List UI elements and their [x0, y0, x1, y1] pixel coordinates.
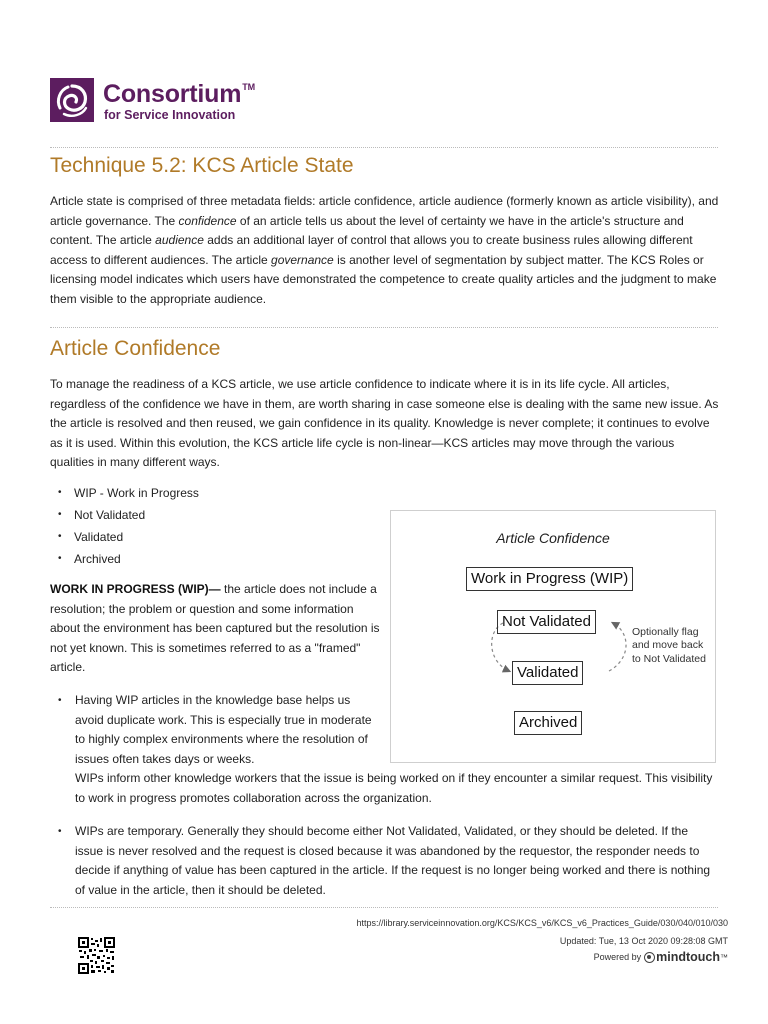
qr-code-icon: [78, 937, 115, 974]
divider: [50, 147, 718, 148]
section-heading: Article Confidence: [50, 337, 221, 360]
footer-powered-by: [594, 950, 728, 964]
state-box-not-validated: Not Validated: [497, 610, 596, 634]
mindtouch-logo[interactable]: mindtouch ™: [644, 950, 728, 964]
article-confidence-figure: [390, 510, 716, 763]
state-box-archived: Archived: [514, 711, 582, 735]
list-item: • Archived: [58, 548, 199, 570]
footer-divider: [50, 907, 718, 908]
intro-paragraph: Article state is comprised of three metadata fields: article confidence, article audience (formerly known as article visibility), and article governance. The confidence of an article tells us about the level of certainty we have in the article's structure and content. The article audience adds an additional layer of control that allows you to create business rules allowing different access to different audiences. The article governance is another level of segmentation by subject matter. The KCS Roles or licensing model indicates which users have demonstrated the competence to create quality articles and the judgment to make them visible to the appropriate audience.: [50, 194, 719, 306]
mindtouch-icon: [644, 952, 655, 963]
list-item: • Validated: [58, 526, 199, 548]
page-title: Technique 5.2: KCS Article State: [50, 154, 354, 177]
bullet-glyph: •: [58, 826, 62, 837]
wip-definition: WORK IN PROGRESS (WIP)— the article does not include a resolution; the problem or question and some information about the environment has been captured but the resolution is not yet known. This is sometimes referred to as a "framed" article.: [50, 582, 380, 674]
figure-title: Article Confidence: [496, 530, 610, 546]
logo-subtitle: for Service Innovation: [104, 108, 236, 122]
state-box-wip: Work in Progress (WIP): [466, 567, 633, 591]
list-item: • WIP - Work in Progress: [58, 482, 199, 504]
footer-updated: Updated: Tue, 13 Oct 2020 09:28:08 GMT: [559, 936, 728, 946]
consortium-logo-icon: [50, 78, 94, 122]
state-box-validated: Validated: [512, 661, 583, 685]
wip-label: WORK IN PROGRESS (WIP): [50, 582, 209, 596]
footer-url[interactable]: https://library.serviceinnovation.org/KCS/KCS_v6/KCS_v6_Practices_Guide/030/040/010/030: [356, 918, 728, 928]
divider: [50, 327, 718, 328]
powered-by-label: Powered by: [593, 952, 642, 962]
bullet-wip-benefits: • Having WIP articles in the knowledge base helps us avoid duplicate work. This is especially true in moderate to highly complex environments where the resolution of issues often takes days or weeks. WIPs inform other knowledge workers that the issue is being worked on if they encounter a similar request. This visibility to work in progress promotes collaboration across the organization.: [58, 693, 713, 805]
figure-note: Optionally flag and move back to Not Validated: [632, 626, 706, 665]
bullet-wip-temporary: • WIPs are temporary. Generally they should become either Not Validated, Validated, or they should be deleted. If the issue is never resolved and the request is closed because it was abandoned by the requestor, the responder needs to decide if anything of value has been captured in the article. If the request is no longer being worked and there is nothing of value in the article, then it should be deleted.: [58, 824, 711, 897]
confidence-states-list: [58, 482, 199, 570]
bullet-glyph: •: [58, 695, 62, 706]
list-item: • Not Validated: [58, 504, 199, 526]
logo-name: Consortium™: [103, 80, 255, 108]
logo-trademark: TM: [242, 82, 255, 92]
confidence-paragraph: To manage the readiness of a KCS article, we use article confidence to indicate where it is in its life cycle. All articles, regardless of the confidence we have in them, are worth sharing in case someone else is dealing with the same new issue. As the article is resolved and then reused, we gain confidence in its quality. Knowledge is never complete; it continues to evolve as it is used. Within this evolution, the KCS article life cycle is non-linear—KCS articles may move through the various qualities in many different ways.: [50, 377, 719, 469]
